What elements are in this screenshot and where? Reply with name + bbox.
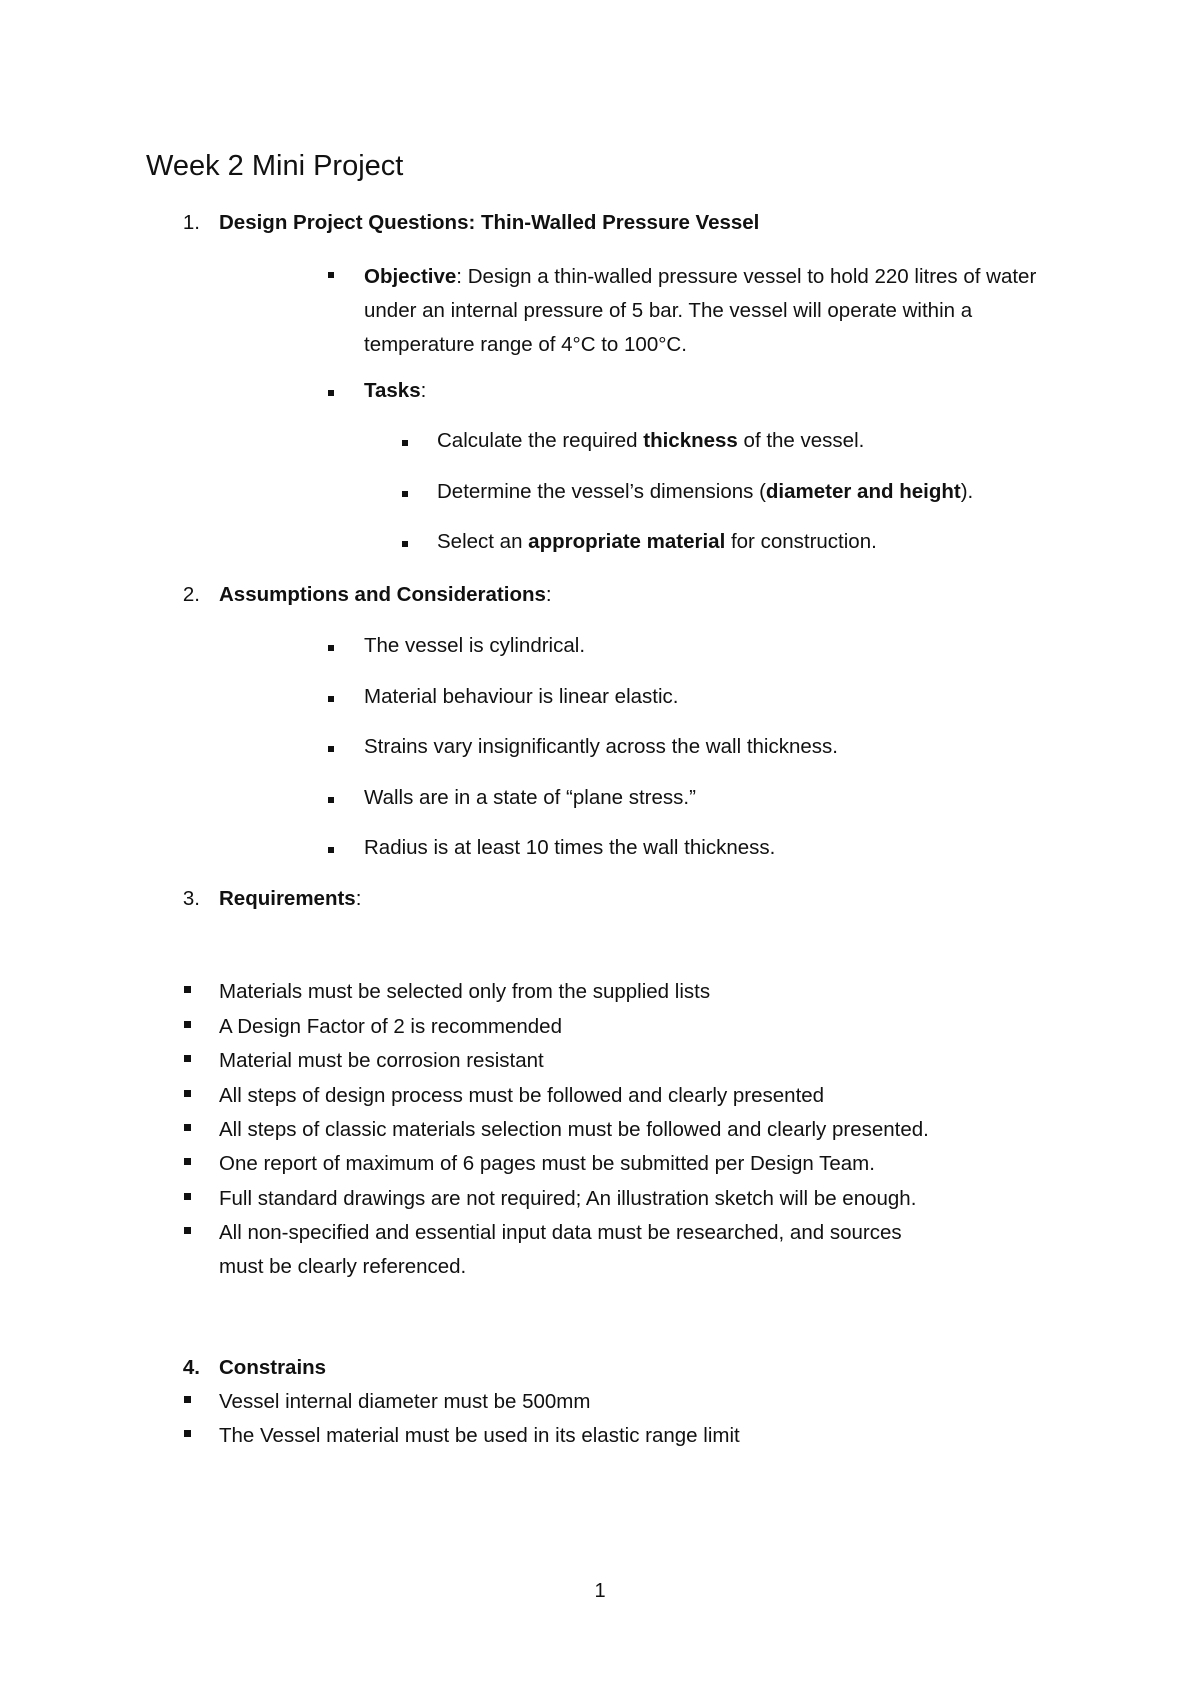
page-title: Week 2 Mini Project <box>146 150 404 182</box>
bullet-icon <box>328 645 334 651</box>
task-item: Calculate the required thickness of the vessel. <box>437 429 865 452</box>
section-3-heading: Requirements: <box>219 887 362 910</box>
bullet-icon <box>184 1021 191 1028</box>
requirement-item: One report of maximum of 6 pages must be submitted per Design Team. <box>219 1152 875 1175</box>
bullet-icon <box>328 272 334 278</box>
task-item: Determine the vessel’s dimensions (diameter and height). <box>437 480 974 503</box>
section-2-heading: Assumptions and Considerations: <box>219 583 552 606</box>
requirement-item: Material must be corrosion resistant <box>219 1049 544 1072</box>
requirement-item: All non-specified and essential input data must be researched, and sources <box>219 1221 902 1244</box>
bullet-icon <box>402 491 408 497</box>
assumption-item: The vessel is cylindrical. <box>364 634 586 657</box>
constraint-item: Vessel internal diameter must be 500mm <box>219 1390 591 1413</box>
bullet-icon <box>328 696 334 702</box>
assumption-item: Strains vary insignificantly across the wall thickness. <box>364 735 838 758</box>
requirement-item: All steps of design process must be followed and clearly presented <box>219 1084 825 1107</box>
assumption-item: Material behaviour is linear elastic. <box>364 685 679 708</box>
requirement-item: Full standard drawings are not required; An illustration sketch will be enough. <box>219 1187 917 1210</box>
constraint-item: The Vessel material must be used in its elastic range limit <box>219 1424 740 1447</box>
section-2-number: 2. <box>182 583 200 606</box>
bullet-icon <box>184 1090 191 1097</box>
bullet-icon <box>328 797 334 803</box>
bullet-icon <box>402 541 408 547</box>
bullet-icon <box>184 1055 191 1062</box>
bullet-icon <box>328 390 334 396</box>
requirement-item: All steps of classic materials selection must be followed and clearly presented. <box>219 1118 929 1141</box>
bullet-icon <box>184 1124 191 1131</box>
section-4-number: 4. <box>182 1356 200 1379</box>
bullet-icon <box>184 1227 191 1234</box>
section-3-number: 3. <box>182 887 200 910</box>
bullet-icon <box>184 1193 191 1200</box>
bullet-icon <box>402 440 408 446</box>
section-4-heading: Constrains <box>219 1356 327 1379</box>
bullet-icon <box>184 1158 191 1165</box>
objective-paragraph: Objective: Design a thin-walled pressure vessel to hold 220 litres of water under an internal pressure of 5 bar. The vessel will operate within a temperature range of 4°C to 100°C. <box>364 265 1037 356</box>
tasks-label: Tasks: <box>364 379 427 402</box>
assumption-item: Radius is at least 10 times the wall thickness. <box>364 836 776 859</box>
task-item: Select an appropriate material for construction. <box>437 530 877 553</box>
assumption-item: Walls are in a state of “plane stress.” <box>364 786 696 809</box>
bullet-icon <box>184 986 191 993</box>
bullet-icon <box>184 1396 191 1403</box>
bullet-icon <box>184 1430 191 1437</box>
requirement-item-continued: must be clearly referenced. <box>219 1255 467 1278</box>
requirement-item: Materials must be selected only from the supplied lists <box>219 980 711 1003</box>
page-number: 1 <box>594 1580 606 1602</box>
requirement-item: A Design Factor of 2 is recommended <box>219 1015 562 1038</box>
section-1-number: 1. <box>182 211 200 234</box>
bullet-icon <box>328 847 334 853</box>
bullet-icon <box>328 746 334 752</box>
section-1-heading: Design Project Questions: Thin-Walled Pressure Vessel <box>219 211 760 234</box>
